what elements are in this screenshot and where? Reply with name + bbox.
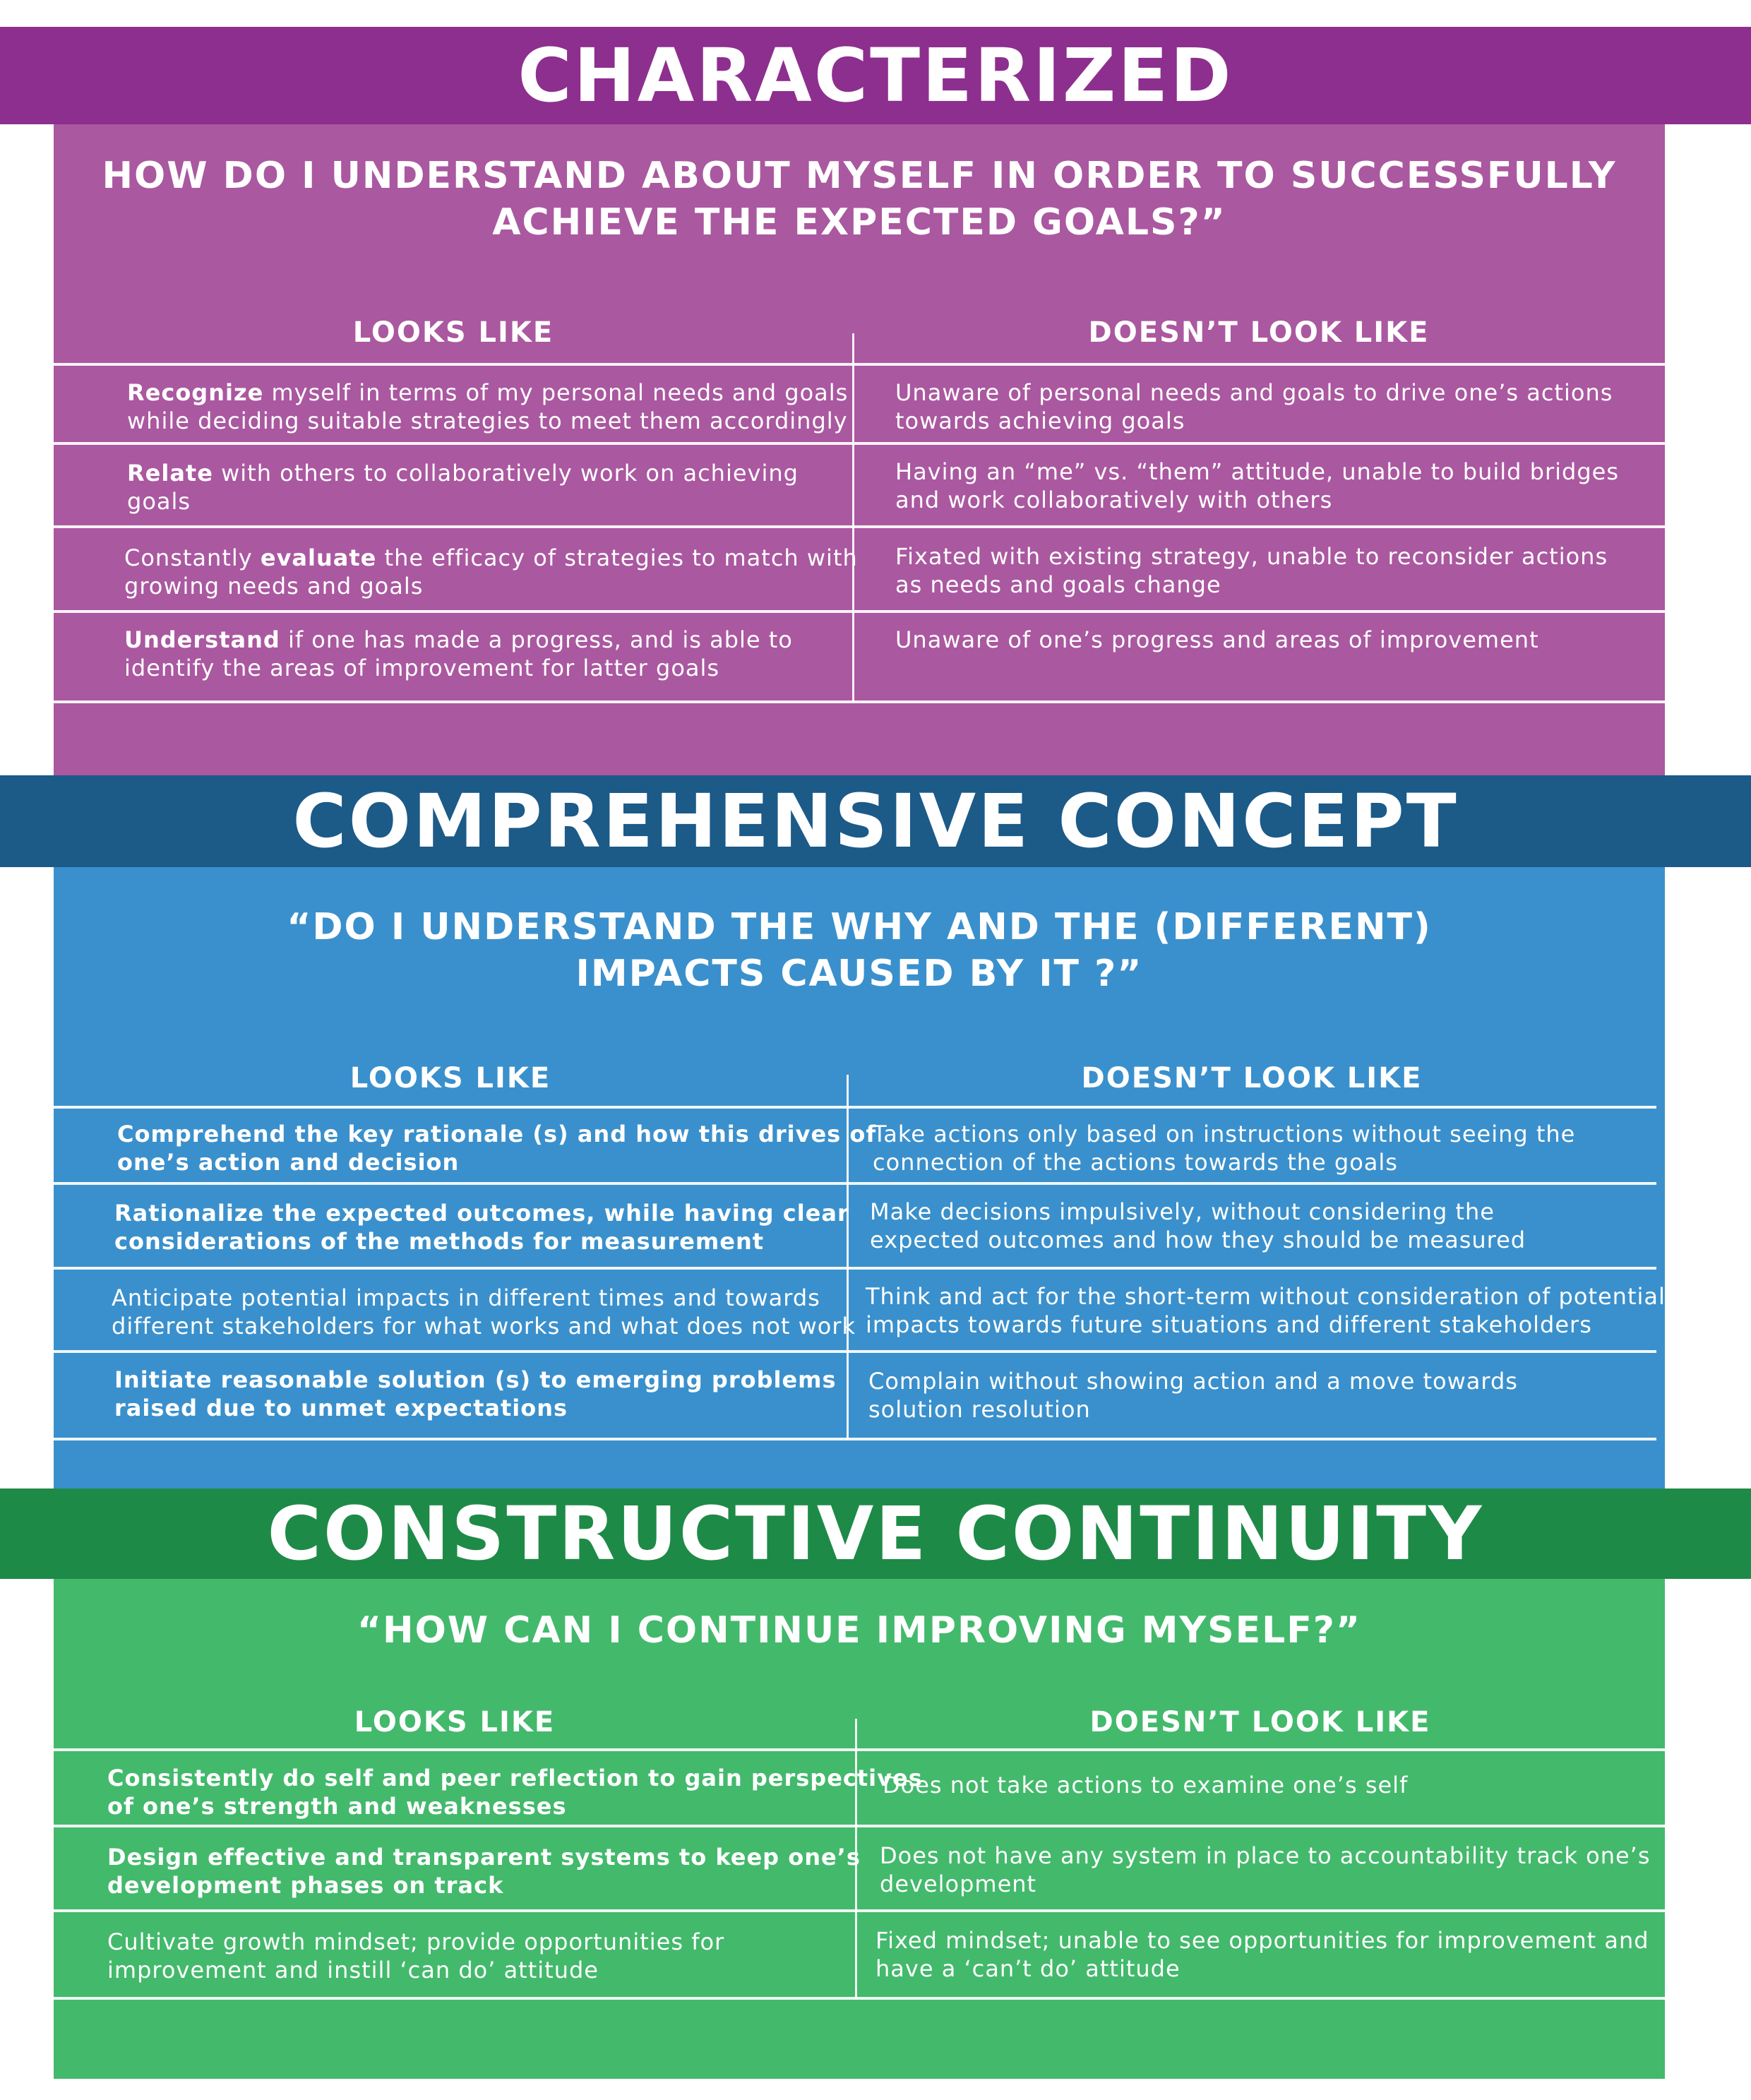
doesnt-look-like-header: DOESN’T LOOK LIKE [1088, 316, 1430, 349]
guiding-question [54, 904, 1665, 997]
cell-text-line: goals [127, 488, 191, 515]
cell-text-line [114, 1199, 849, 1227]
cell-text-line: Understand if one has made a progress, and is able to [124, 626, 793, 653]
section-content [54, 1579, 1665, 2079]
doesnt-look-like-cell [880, 1842, 1651, 1898]
question-line: “DO I UNDERSTAND THE WHY AND THE (DIFFERENT) [287, 906, 1432, 948]
cell-text-line: Recognize myself in terms of my personal needs and goals [127, 379, 849, 406]
cell-text-line: have a ‘can’t do’ attitude [876, 1955, 1181, 1982]
cell-text-line: Make decisions impulsively, without considering the [870, 1198, 1495, 1225]
emphasized-verb: Understand [124, 626, 280, 653]
cell-text-line [114, 1394, 837, 1422]
doesnt-look-like-cell [866, 1282, 1666, 1339]
row-divider [54, 442, 1665, 445]
cell-text-line: while deciding suitable strategies to meet them accordingly [127, 407, 848, 434]
emphasized-verb: Initiate reasonable solution (s) to emerging problems [114, 1366, 837, 1393]
cell-text-line: Relate with others to collaboratively work on achieving [127, 460, 799, 487]
cell-text-line: different stakeholders for what works and what does not work [112, 1313, 856, 1340]
doesnt-look-like-cell [876, 1926, 1649, 1983]
cell-text-line [107, 1843, 861, 1871]
cell-text-line: Fixed mindset; unable to see opportunities for improvement and [876, 1927, 1649, 1954]
looks-like-header: LOOKS LIKE [352, 316, 554, 349]
cell-text-line: growing needs and goals [124, 573, 424, 599]
doesnt-look-like-cell [895, 542, 1608, 599]
emphasized-verb: raised due to unmet expectations [114, 1395, 568, 1421]
emphasized-verb: Recognize [127, 379, 264, 406]
row-divider [54, 1106, 1656, 1109]
emphasized-verb: development phases on track [107, 1872, 504, 1899]
cell-text-line [114, 1366, 837, 1394]
cell-text-line: Complain without showing action and a move towards [868, 1368, 1518, 1395]
doesnt-look-like-cell [870, 1198, 1526, 1254]
row-divider [54, 1997, 1665, 2000]
section-characterized [0, 0, 1751, 775]
row-divider [54, 1350, 1656, 1353]
cell-text-line: Having an “me” vs. “them” attitude, unable to build bridges [895, 458, 1619, 485]
looks-like-cell [117, 1120, 876, 1176]
section-constructive-continuity [0, 1489, 1751, 2079]
cell-text-line: development [880, 1871, 1037, 1897]
doesnt-look-like-cell [868, 1367, 1518, 1424]
cell-text-line: identify the areas of improvement for latter goals [124, 655, 720, 681]
row-divider [54, 1825, 1665, 1827]
guiding-question [54, 1607, 1665, 1654]
cell-text-line [107, 1792, 923, 1820]
cell-text-line: Take actions only based on instructions without seeing the [873, 1121, 1576, 1147]
emphasized-verb: Rationalize the expected outcomes, while having clear [114, 1200, 849, 1227]
doesnt-look-like-cell [895, 378, 1613, 435]
looks-like-cell [124, 544, 858, 600]
looks-like-cell [107, 1843, 861, 1899]
cell-text-line: solution resolution [868, 1396, 1091, 1423]
cell-text-line [114, 1227, 849, 1255]
section-content [54, 867, 1665, 1489]
cell-text-line: Cultivate growth mindset; provide opportunities for [107, 1928, 725, 1955]
cell-text-line: Unaware of personal needs and goals to drive one’s actions [895, 379, 1613, 406]
looks-like-header: LOOKS LIKE [354, 1706, 556, 1738]
section-title-band [0, 27, 1751, 124]
row-divider [54, 1909, 1665, 1912]
cell-text-line: and work collaboratively with others [895, 487, 1333, 513]
section-content [54, 124, 1665, 775]
looks-like-cell [114, 1199, 849, 1255]
cell-text-line [117, 1148, 876, 1176]
cell-text-line [117, 1120, 876, 1148]
question-line: “HOW CAN I CONTINUE IMPROVING MYSELF?” [357, 1609, 1362, 1652]
emphasized-verb: of one’s strength and weaknesses [107, 1793, 567, 1820]
section-title-band [0, 1489, 1751, 1579]
emphasized-verb: considerations of the methods for measurement [114, 1228, 765, 1255]
looks-like-cell [112, 1284, 856, 1340]
cell-text-line: Fixated with existing strategy, unable to reconsider actions [895, 543, 1608, 570]
row-divider [54, 1267, 1656, 1270]
section-title: CHARACTERIZED [518, 32, 1233, 119]
emphasized-verb: Consistently do self and peer reflection to gain perspectives [107, 1765, 923, 1791]
looks-like-header: LOOKS LIKE [349, 1062, 551, 1094]
row-divider [54, 525, 1665, 528]
row-divider [54, 610, 1665, 613]
row-divider [54, 363, 1665, 366]
guiding-question [54, 153, 1665, 246]
cell-text-line: Constantly evaluate the efficacy of strategies to match with [124, 544, 858, 571]
cell-text-line: connection of the actions towards the goals [873, 1149, 1398, 1176]
doesnt-look-like-header: DOESN’T LOOK LIKE [1089, 1706, 1431, 1738]
looks-like-cell [127, 459, 799, 515]
cell-text-line: impacts towards future situations and different stakeholders [866, 1311, 1592, 1338]
row-divider [54, 1748, 1665, 1751]
section-title: CONSTRUCTIVE CONTINUITY [267, 1491, 1484, 1577]
looks-like-cell [107, 1764, 923, 1820]
section-title: COMPREHENSIVE CONCEPT [292, 778, 1459, 864]
cell-text-line [107, 1871, 861, 1899]
emphasized-verb: one’s action and decision [117, 1149, 460, 1176]
section-title-band [0, 775, 1751, 867]
looks-like-cell [114, 1366, 837, 1422]
cell-text-line: Anticipate potential impacts in different times and towards [112, 1284, 820, 1311]
emphasized-verb: Design effective and transparent systems to keep one’s [107, 1844, 861, 1871]
emphasized-verb: Relate [127, 460, 213, 487]
looks-like-cell [127, 378, 848, 435]
looks-like-cell [124, 626, 793, 682]
doesnt-look-like-cell [873, 1120, 1575, 1176]
doesnt-look-like-cell [895, 626, 1539, 654]
doesnt-look-like-cell [883, 1771, 1408, 1799]
doesnt-look-like-cell [895, 458, 1619, 514]
cell-text-line: as needs and goals change [895, 571, 1221, 598]
column-divider [852, 333, 854, 702]
cell-text-line: towards achieving goals [895, 407, 1185, 434]
doesnt-look-like-header: DOESN’T LOOK LIKE [1081, 1062, 1423, 1094]
emphasized-verb: Comprehend the key rationale (s) and how this drives of [117, 1121, 877, 1147]
question-line: IMPACTS CAUSED BY IT ?” [575, 953, 1143, 995]
looks-like-cell [107, 1928, 724, 1984]
question-line: HOW DO I UNDERSTAND ABOUT MYSELF IN ORDER TO SUCCESSFULLY [102, 155, 1617, 197]
cell-text-line: improvement and instill ‘can do’ attitude [107, 1957, 599, 1983]
row-divider [54, 1182, 1656, 1185]
cell-text-line: Does not have any system in place to accountability track one’s [880, 1842, 1651, 1869]
section-comprehensive-concept [0, 775, 1751, 1489]
row-divider [54, 1438, 1656, 1440]
emphasized-verb: evaluate [260, 544, 377, 571]
cell-text-line: Does not take actions to examine one’s self [883, 1772, 1409, 1798]
cell-text-line: expected outcomes and how they should be measured [870, 1227, 1526, 1253]
row-divider [54, 700, 1665, 703]
cell-text-line [107, 1764, 923, 1792]
cell-text-line: Unaware of one’s progress and areas of improvement [895, 626, 1539, 653]
question-line: ACHIEVE THE EXPECTED GOALS?” [492, 201, 1226, 244]
cell-text-line: Think and act for the short-term without consideration of potential [866, 1283, 1666, 1310]
